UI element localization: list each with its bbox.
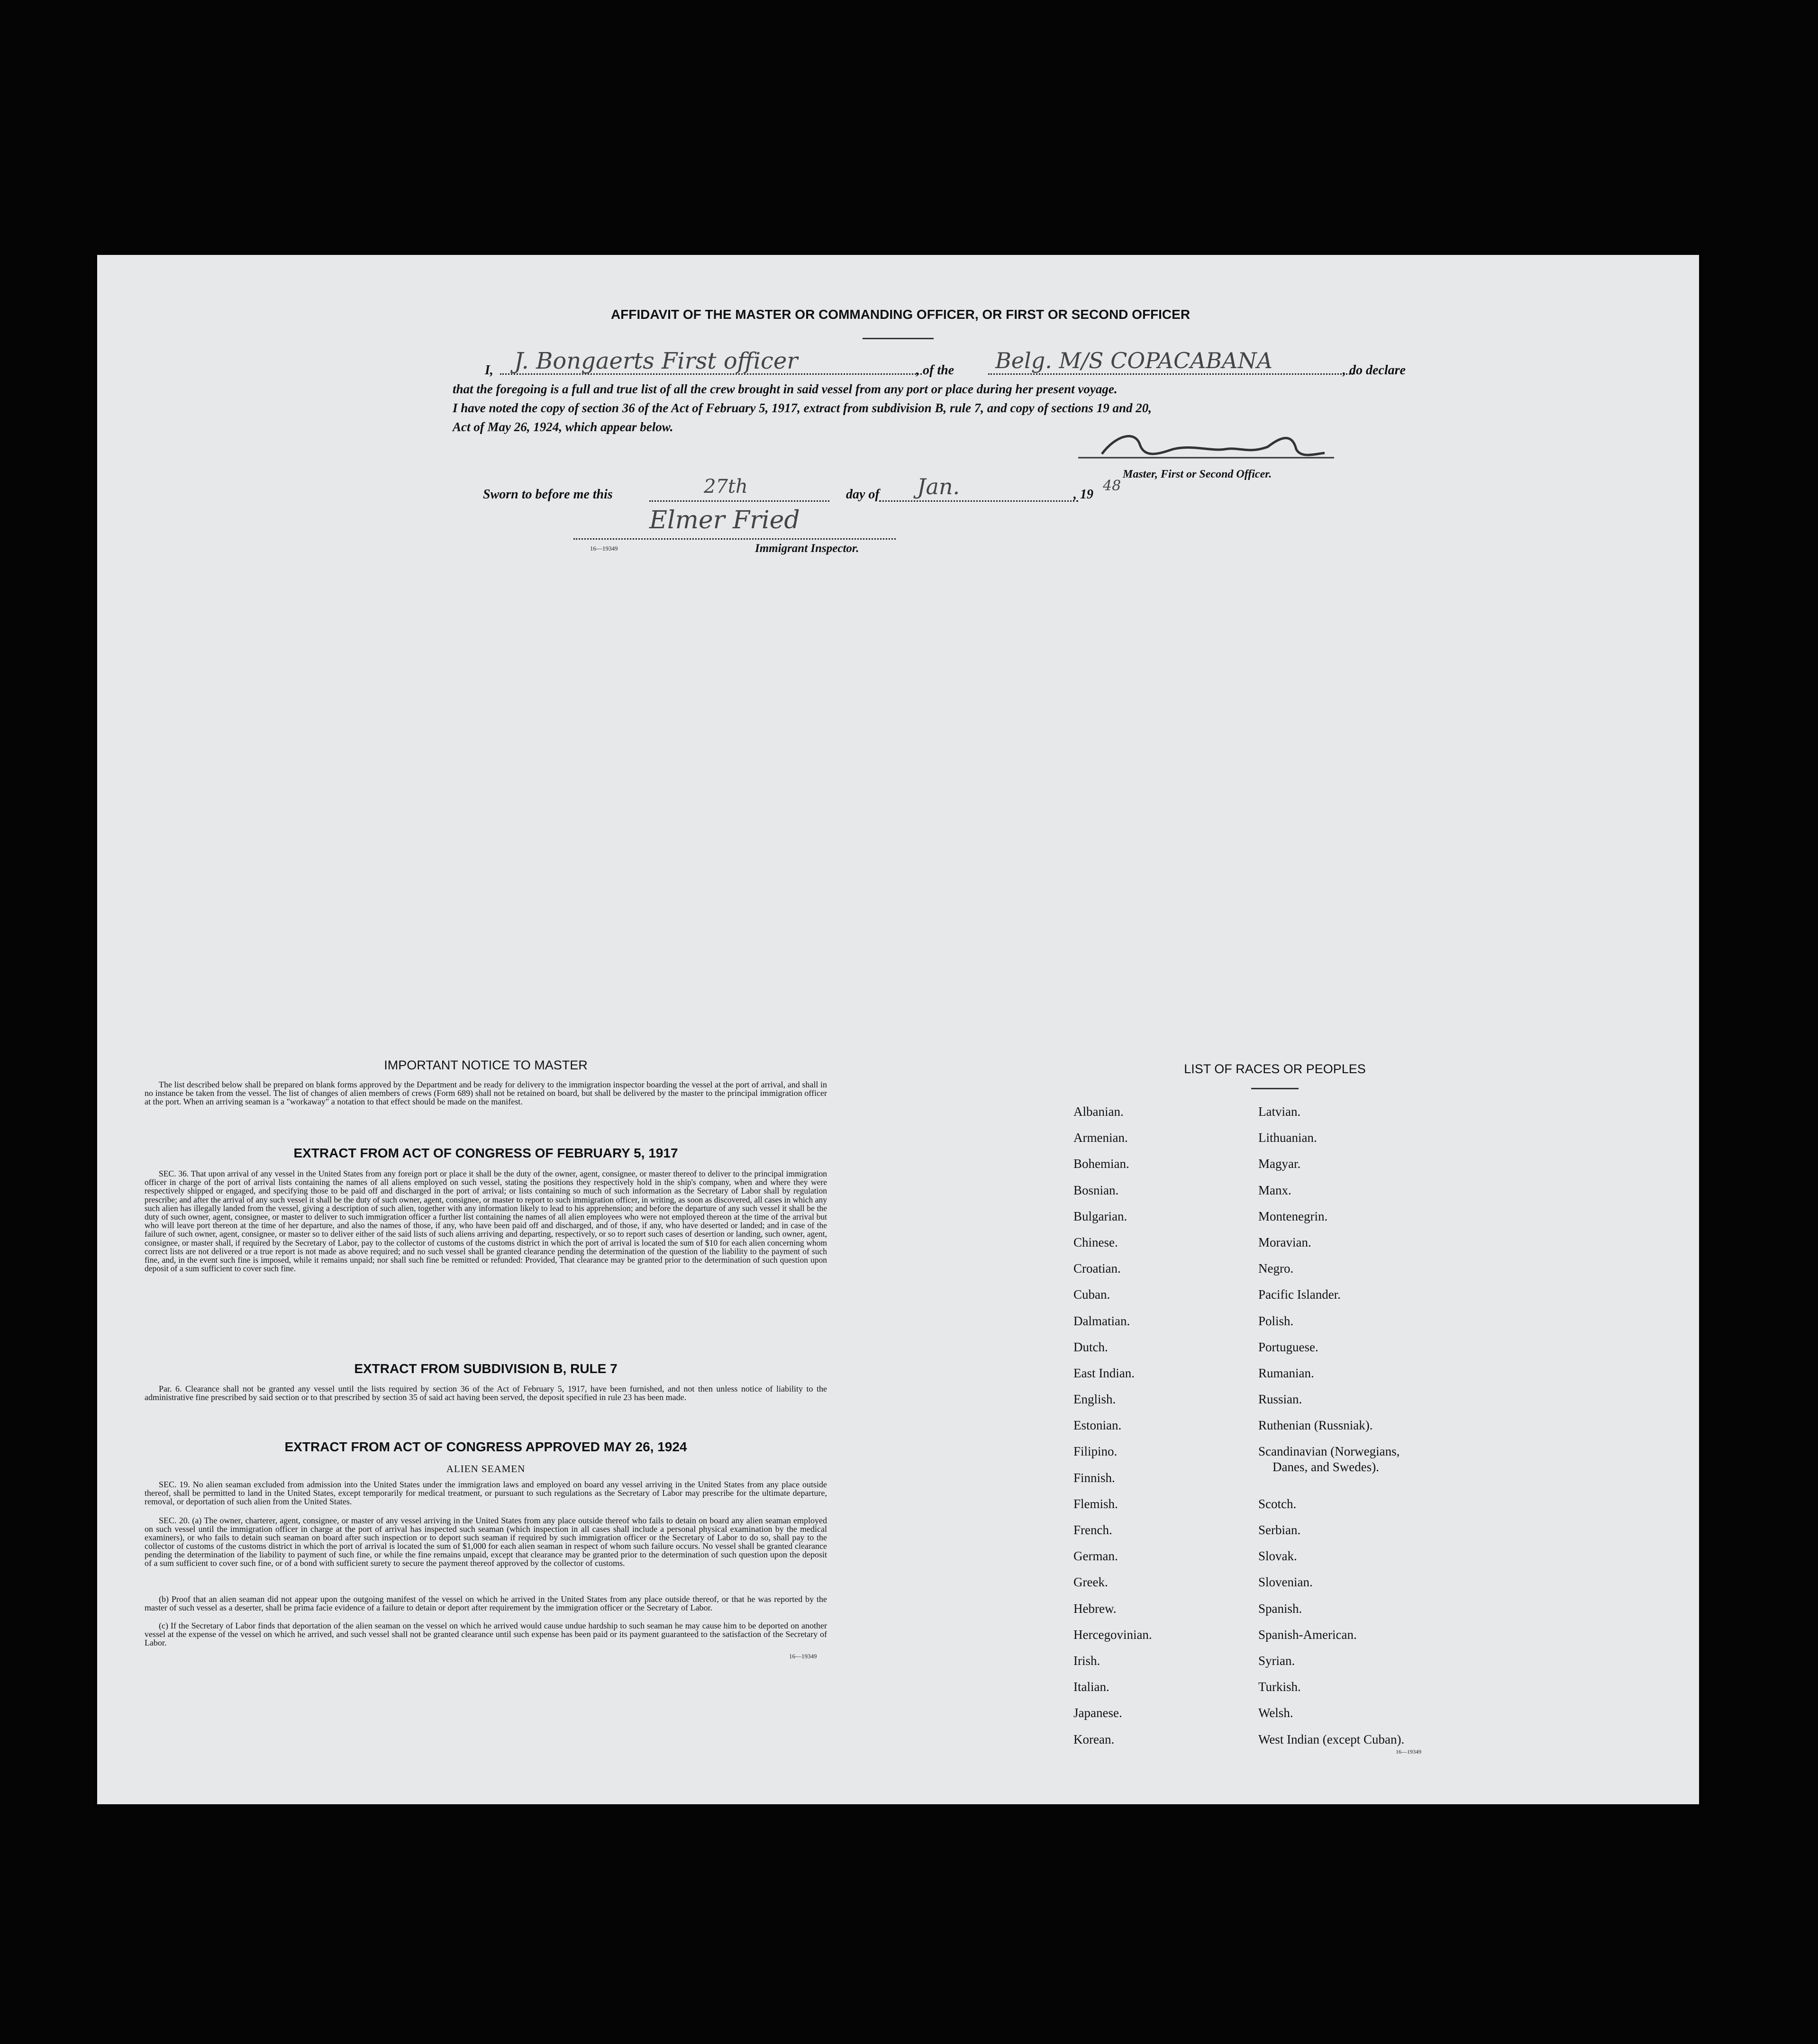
affidavit-line3: I have noted the copy of section 36 of the Act of February 5, 1917, extract from subdivision B, rule 7, and copy of sections 19 and 20, <box>453 401 1152 415</box>
race-item: Finnish. <box>1073 1470 1115 1485</box>
races-left-column <box>1073 1104 1152 1758</box>
race-item: Scotch. <box>1258 1496 1297 1511</box>
vessel-line <box>988 373 1353 375</box>
race-item: Japanese. <box>1073 1706 1122 1720</box>
race-item: Slovenian. <box>1258 1575 1313 1590</box>
inspector-signature: Elmer Fried <box>649 506 800 534</box>
year-handwritten: 48 <box>1103 478 1121 494</box>
race-item: Italian. <box>1073 1680 1109 1694</box>
race-item: Pacific Islander. <box>1258 1287 1341 1302</box>
officer-name-handwritten: J. Bongaerts First officer <box>514 348 798 374</box>
sworn-day-line <box>649 500 829 502</box>
race-item: Bohemian. <box>1073 1157 1129 1171</box>
vessel-name-handwritten: Belg. M/S COPACABANA <box>995 348 1273 373</box>
race-item: Syrian. <box>1258 1653 1295 1668</box>
race-item: Rumanian. <box>1258 1366 1314 1380</box>
master-label: Master, First or Second Officer. <box>1123 468 1272 480</box>
race-item: German. <box>1073 1549 1118 1564</box>
month-handwritten: Jan. <box>917 474 960 499</box>
race-item: Irish. <box>1073 1653 1100 1668</box>
race-item: Portuguese. <box>1258 1339 1318 1354</box>
affidavit-form-number: 16—19349 <box>590 545 618 552</box>
race-item: Albanian. <box>1073 1104 1124 1119</box>
act-1924-sec20a: SEC. 20. (a) The owner, charterer, agent, consignee, or master of any vessel arriving in the United States from any place outside thereof who fails to detain on board any alien seaman employed on such vessel until the immigration officer in charge at the port of arrival has inspected such seaman (which inspection in all cases shall include a personal physical examination by the medical examiners), or who fails to detain such seaman on board after such inspection or to deport such seaman if required by such immigration officer or the Secretary of Labor to do so, shall pay to the collector of customs of the customs district in which the port of arrival is located the sum of $1,000 for each alien seaman in respect of whom such failure occurs. No vessel shall be granted clearance pending the determination of the liability to payment of such fine, or while the fine remains unpaid, except that clearance may be granted prior to the determination of such question upon the deposit of a sum sufficient to cover such fine, or of a bond with sufficient surety to secure the payment thereof approved by the collector of customs. <box>145 1516 827 1568</box>
races-form-number: 16—19349 <box>1396 1748 1421 1755</box>
day-of-label: day of <box>846 487 880 502</box>
race-item: Danes, and Swedes). <box>1273 1460 1379 1474</box>
act-1924-sec20b: (b) Proof that an alien seaman did not appear upon the outgoing manifest of the vessel on which he arrived in the United States from any place outside thereof, or that he was reported by the master of such vessel as a deserter, shall be prima facie evidence of a failure to detain or deport after requirement by the immigration officer or the Secretary of Labor. <box>145 1594 827 1612</box>
race-item: Hebrew. <box>1073 1601 1117 1616</box>
race-item: Moravian. <box>1258 1235 1311 1249</box>
year-prefix: , 19 <box>1073 487 1093 502</box>
race-item: Ruthenian (Russniak). <box>1258 1418 1373 1433</box>
race-item: Welsh. <box>1258 1706 1293 1720</box>
act-form-number: 16—19349 <box>789 1653 817 1660</box>
race-item: Croatian. <box>1073 1261 1121 1276</box>
sworn-day-handwritten: 27th <box>704 476 748 497</box>
notice-text: The list described below shall be prepared on blank forms approved by the Department and be ready for delivery to the immigration inspector boarding the vessel at the port of arrival, and shall in no instance be taken from the vessel. The list of changes of alien members of crews (Form 689) shall not be retained on board, but shall be delivered by the master to the principal immigration officer at the port. When an arriving seaman is a "workaway" a notation to that effect should be made on the manifest. <box>145 1080 827 1106</box>
race-item: Russian. <box>1258 1392 1302 1407</box>
race-item: Hercegovinian. <box>1073 1627 1152 1642</box>
races-title: LIST OF RACES OR PEOPLES <box>1184 1062 1366 1076</box>
race-item: Polish. <box>1258 1313 1294 1328</box>
race-item: Cuban. <box>1073 1287 1110 1302</box>
race-item: Estonian. <box>1073 1418 1122 1433</box>
race-item: Negro. <box>1258 1261 1294 1276</box>
race-item: Bosnian. <box>1073 1183 1119 1197</box>
race-item: Magyar. <box>1258 1157 1301 1171</box>
notice-title: IMPORTANT NOTICE TO MASTER <box>384 1058 588 1072</box>
race-item: Spanish. <box>1258 1601 1302 1616</box>
month-line <box>879 500 1078 502</box>
affidavit-line4: Act of May 26, 1924, which appear below. <box>453 420 673 434</box>
rule7-title: EXTRACT FROM SUBDIVISION B, RULE 7 <box>354 1361 618 1376</box>
race-item: French. <box>1073 1523 1112 1537</box>
race-item: Slovak. <box>1258 1549 1297 1564</box>
races-title-rule <box>1251 1088 1299 1089</box>
race-item: Serbian. <box>1258 1523 1301 1538</box>
race-item: Dalmatian. <box>1073 1313 1130 1328</box>
act-1924-sec20c: (c) If the Secretary of Labor finds that deportation of the alien seaman on the vessel on which he arrived would cause undue hardship to such seaman he may cause him to be deported on another vessel at the expense of the vessel on which he arrived, and such vessel shall not be granted clearance until such expense has been paid or its payment guaranteed to the satisfaction of the Secretary of Labor. <box>145 1621 827 1647</box>
do-declare-label: , do declare <box>1343 363 1406 378</box>
races-right-column <box>1258 1104 1404 1751</box>
race-item: Lithuanian. <box>1258 1131 1317 1145</box>
document-page <box>97 255 1699 1804</box>
race-item: Armenian. <box>1073 1131 1128 1145</box>
race-item: Turkish. <box>1258 1680 1301 1694</box>
race-item: Bulgarian. <box>1073 1209 1127 1223</box>
title-rule <box>863 338 934 339</box>
race-item: Manx. <box>1258 1183 1291 1197</box>
master-signature <box>1069 425 1334 468</box>
race-item: West Indian (except Cuban). <box>1258 1732 1405 1746</box>
race-item: Korean. <box>1073 1732 1115 1746</box>
act-1924-subtitle: ALIEN SEAMEN <box>446 1463 526 1474</box>
affidavit-title: AFFIDAVIT OF THE MASTER OR COMMANDING OFFICER, OR FIRST OR SECOND OFFICER <box>610 307 1191 322</box>
act-1917-title: EXTRACT FROM ACT OF CONGRESS OF FEBRUARY 5, 1917 <box>293 1146 678 1160</box>
race-item: Flemish. <box>1073 1496 1118 1511</box>
race-item: East Indian. <box>1073 1366 1135 1380</box>
act-1917-text: SEC. 36. That upon arrival of any vessel in the United States from any foreign port or place it shall be the duty of the owner, agent, consignee, or master thereof to deliver to the principal immigration officer in charge of the port of arrival lists containing the names of all aliens employed on such vessel, stating the positions they respectively hold in the ship's company, when and where they were respectively shipped or engaged, and specifying those to be paid off and discharged in the port of arrival; or lists containing so much of such information as the Secretary of Labor shall by regulation prescribe; and after the arrival of any such vessel it shall be the duty of such owner, agent, consignee, or master to report to such immigration officer, in writing, as soon as discovered, all cases in which any such alien has illegally landed from the vessel, giving a description of such alien, together with any information likely to lead to his apprehension; and before the departure of any such vessel it shall be the duty of such owner, agent, consignee, or master to deliver to such immigration officer a further list containing the names of all alien employees who were not employed thereon at the time of the arrival but who will leave port thereon at the time of her departure, and also the names of those, if any, who have been paid off and discharged, and of those, if any, who have deserted or landed; and in case of the failure of such owner, agent, consignee, or master so to deliver either of the said lists of such aliens arriving and departing, respectively, or so to report such cases of desertion or landing, such owner, agent, consignee, or master shall, if required by the Secretary of Labor, pay to the collector of customs of the customs district in which the port of arrival is located the sum of $10 for each alien concerning whom correct lists are not delivered or a true report is not made as above required; and no such vessel shall be granted clearance pending the determination of the question of the liability to the payment of such fine, and, in the event such fine is imposed, while it remains unpaid; nor shall such fine be remitted or refunded: Provided, That clearance may be granted prior to the determination of such question upon deposit of a sum sufficient to cover such fine. <box>145 1169 827 1274</box>
race-item: Scandinavian (Norwegians, <box>1258 1444 1400 1459</box>
race-item: Filipino. <box>1073 1444 1118 1459</box>
act-1924-title: EXTRACT FROM ACT OF CONGRESS APPROVED MAY 26, 1924 <box>284 1439 687 1454</box>
race-item: Spanish-American. <box>1258 1627 1357 1642</box>
sworn-label: Sworn to before me this <box>483 487 613 502</box>
act-1924-sec19: SEC. 19. No alien seaman excluded from admission into the United States under the immigration laws and employed on board any vessel arriving in the United States from any place outside thereof, shall be permitted to land in the United States, except temporarily for medical treatment, or pursuant to such regulations as the Secretary of Labor may prescribe for the ultimate departure, removal, or deportation of such alien from the United States. <box>145 1480 827 1506</box>
affidavit-line2: that the foregoing is a full and true list of all the crew brought in said vessel from any port or place during her present voyage. <box>453 382 1118 396</box>
race-item: Montenegrin. <box>1258 1209 1328 1223</box>
inspector-label: Immigrant Inspector. <box>755 542 859 555</box>
of-the-label: , of the <box>916 363 954 378</box>
race-item: Greek. <box>1073 1575 1108 1590</box>
race-item: English. <box>1073 1392 1116 1407</box>
rule7-text: Par. 6. Clearance shall not be granted any vessel until the lists required by section 36 of the Act of February 5, 1917, have been furnished, and not then unless notice of liability to the administrative fine prescribed by said section or to that prescribed by section 35 of said act having been served, the deposit specified in rule 23 has been made. <box>145 1384 827 1402</box>
race-item: Chinese. <box>1073 1235 1118 1249</box>
race-item: Latvian. <box>1258 1104 1301 1119</box>
inspector-line <box>573 538 896 540</box>
race-item: Dutch. <box>1073 1339 1108 1354</box>
i-label: I, <box>485 363 493 378</box>
